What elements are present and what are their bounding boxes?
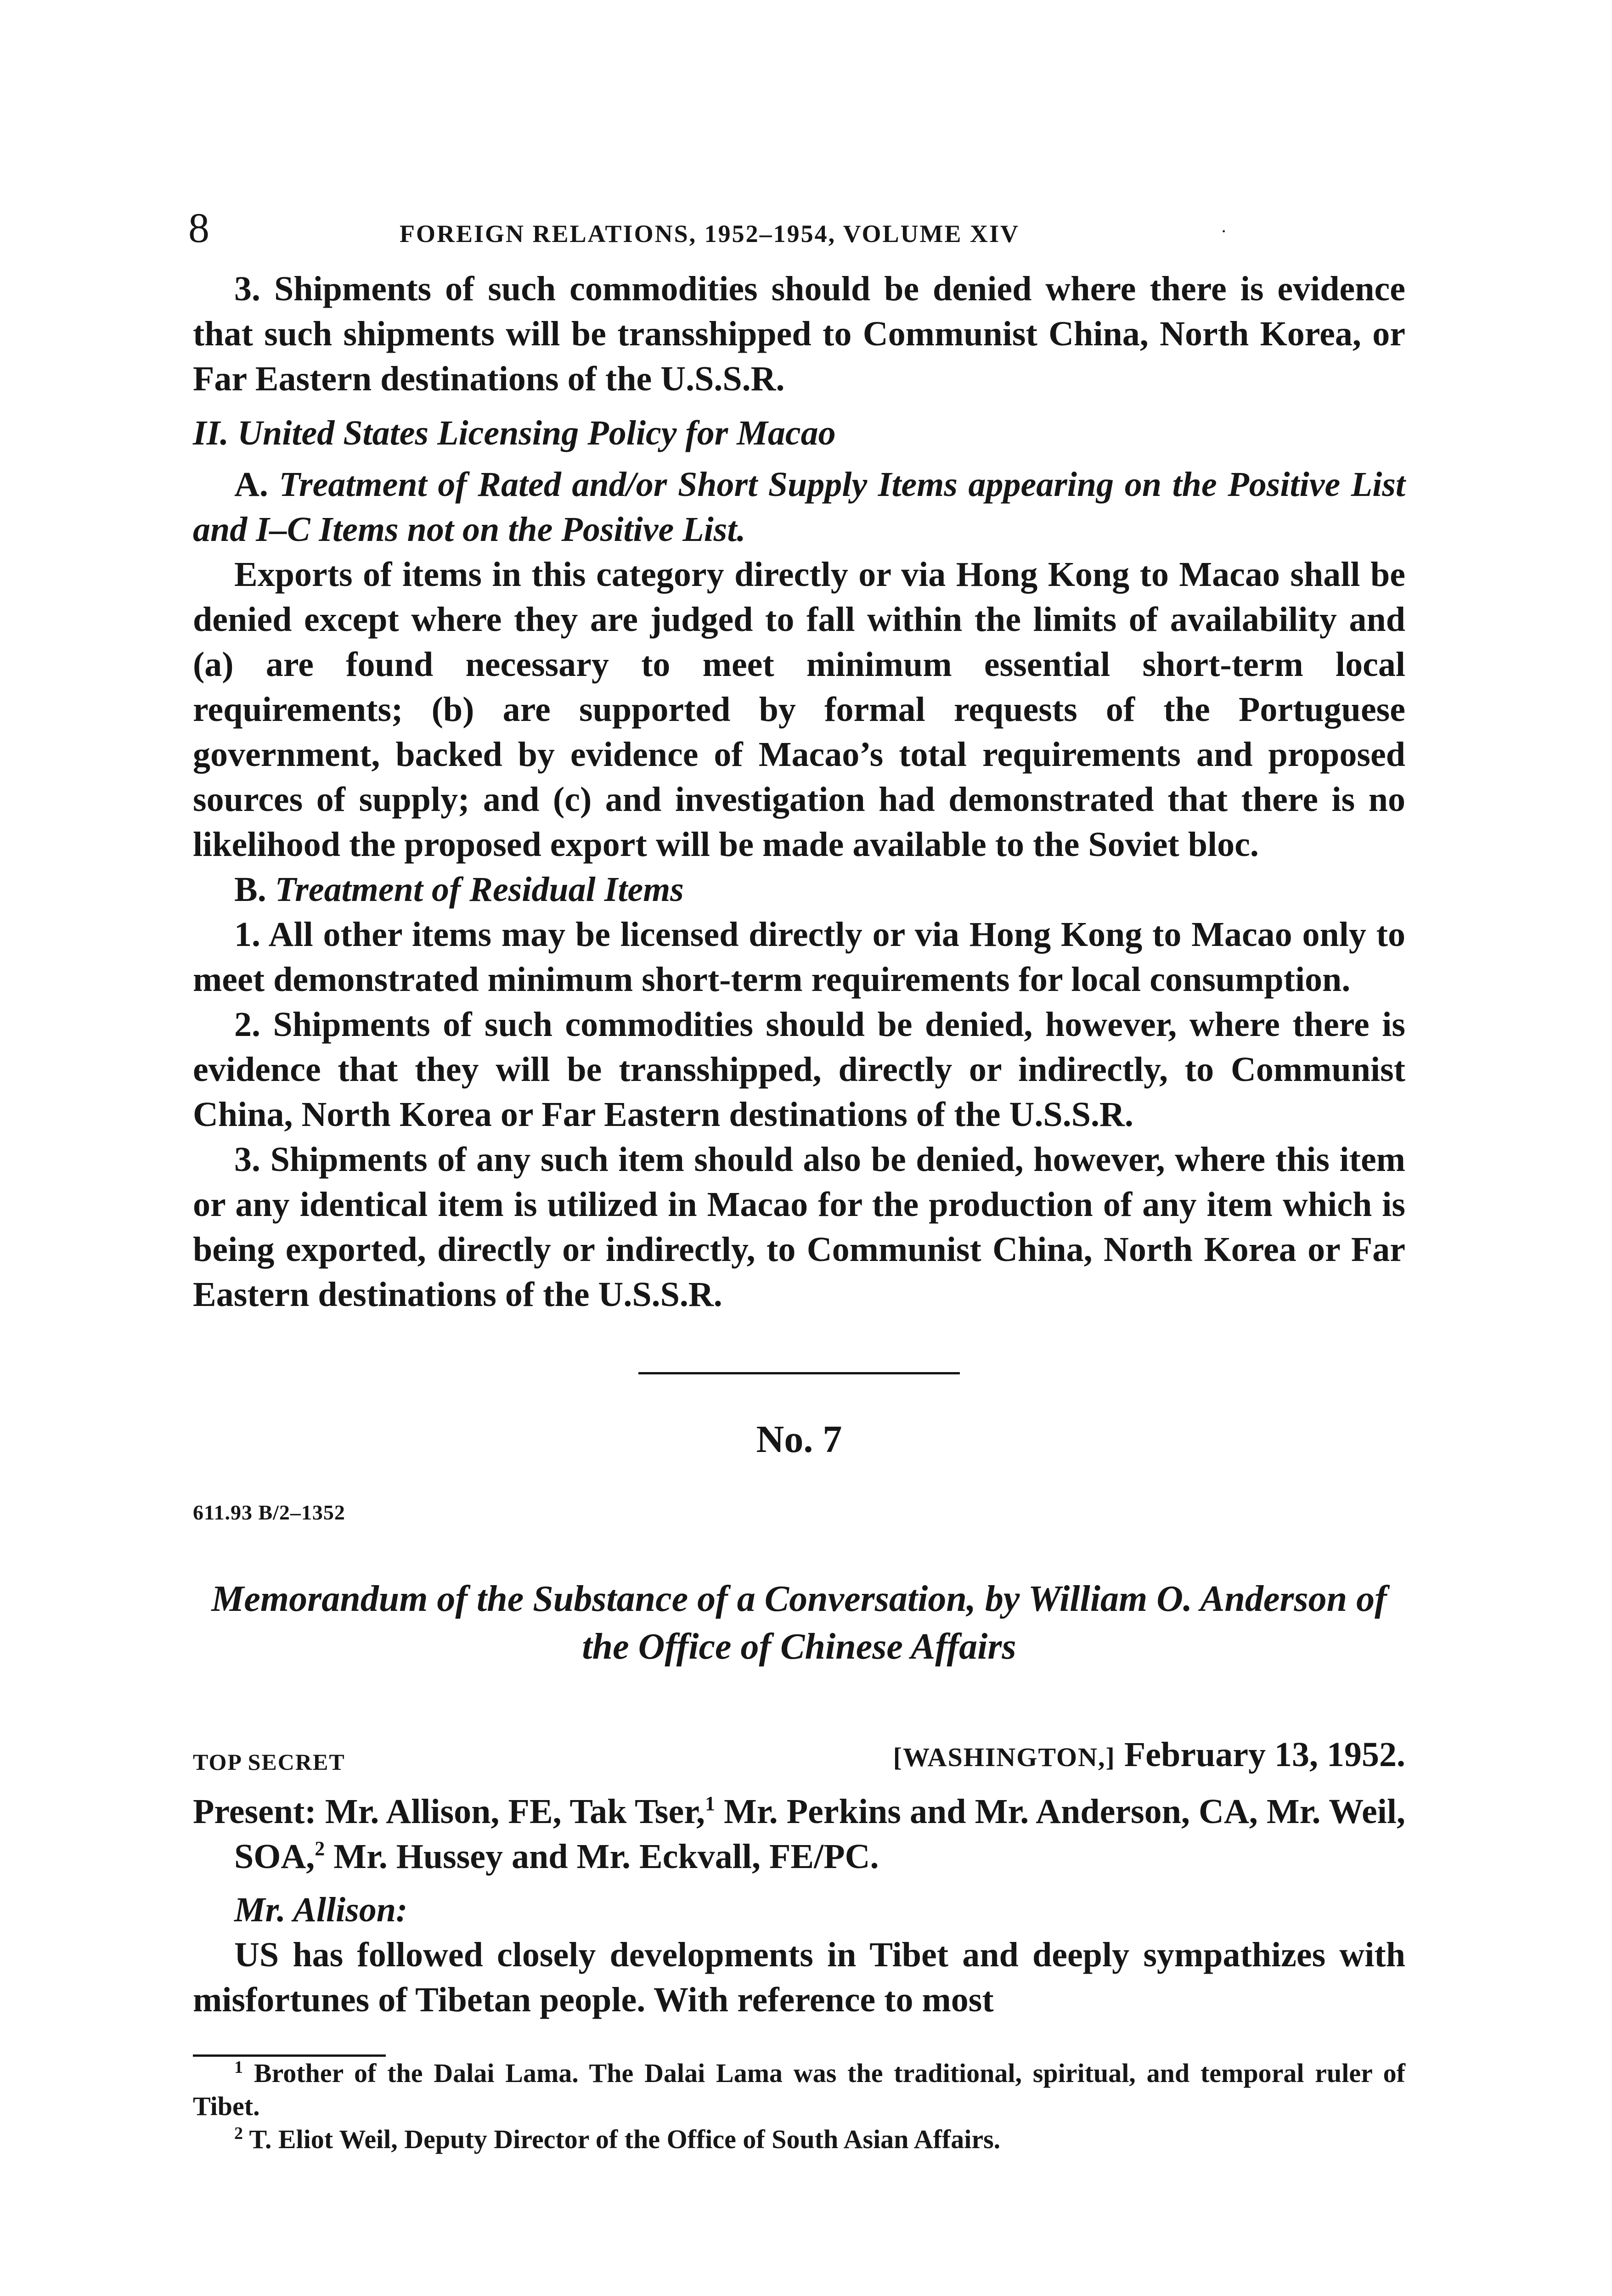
subheading-a-prefix: A. (234, 465, 279, 504)
subheading-b (193, 867, 1405, 912)
footnote-2-mark: 2 (234, 2124, 243, 2143)
footnote-1-text: Brother of the Dalai Lama. The Dalai Lama was the traditional, spiritual, and temporal ruler of Tibet. (193, 2058, 1405, 2121)
paragraph-3: 3. Shipments of such commodities should be denied where there is evidence that such shipments will be transshipped to Communist China, North Korea, or Far Eastern destinations of the U.S.S.R. (193, 270, 1405, 398)
dateline-date: February 13, 1952. (1115, 1735, 1405, 1774)
paragraph-b2: 2. Shipments of such commodities should be denied, however, where there is evidence that they will be transshipped, directly or indirectly, to Communist China, North Korea or Far Eastern destinations of the U.S.S.R. (193, 1005, 1405, 1134)
header-dot: · (1221, 221, 1227, 242)
footnote-2-text: T. Eliot Weil, Deputy Director of the Office of South Asian Affairs. (243, 2124, 1001, 2154)
paragraph-a: Exports of items in this category directly or via Hong Kong to Macao shall be denied except where they are judged to fall within the limits of availability and (a) are found necessary to meet minimum essential short-term local requirements; (b) are supported by formal requests of the Portuguese government, backed by evidence of Macao’s total requirements and proposed sources of supply; and (c) and investigation had demonstrated that there is no likelihood the proposed export will be made available to the Soviet bloc. (193, 555, 1405, 864)
dateline (893, 1735, 1405, 1775)
subheading-a (193, 462, 1405, 552)
subheading-b-prefix: B. (234, 870, 275, 909)
document-number: No. 7 (756, 1418, 842, 1461)
footnote-1-mark: 1 (234, 2058, 243, 2077)
page-number: 8 (188, 204, 209, 251)
dateline-place: [WASHINGTON,] (893, 1742, 1116, 1772)
file-reference: 611.93 B/2–1352 (193, 1501, 345, 1524)
classification-row (193, 1735, 1405, 1785)
footnote-ref-1[interactable]: 1 (705, 1792, 715, 1815)
paragraph-b1: 1. All other items may be licensed directly or via Hong Kong to Macao only to meet demonstrated minimum short-term requirements for local consumption. (193, 915, 1405, 999)
page-header (188, 204, 1405, 271)
paragraph-b3: 3. Shipments of any such item should also be denied, however, where this item or any identical item is utilized in Macao for the production of any item which is being exported, directly or indirectly, to Communist China, North Korea or Far Eastern destinations of the U.S.S.R. (193, 1140, 1405, 1314)
present-part-3: Mr. Hussey and Mr. Eckvall, FE/PC. (325, 1837, 879, 1876)
speech-paragraph: US has followed closely developments in Tibet and deeply sympathizes with misfortunes of Tibetan people. With reference to most (193, 1936, 1405, 2019)
footnote-ref-2[interactable]: 2 (315, 1837, 325, 1860)
document-page (188, 204, 1406, 2156)
subheading-a-title: Treatment of Rated and/or Short Supply Items appearing on the Positive List and I–C Items not on the Positive List. (193, 465, 1406, 549)
subheading-b-title: Treatment of Residual Items (275, 870, 684, 909)
present-part-2: Mr. Perkins and Mr. Anderson, CA, Mr. Weil, SOA, (234, 1792, 1405, 1876)
document-title: Memorandum of the Substance of a Conversation, by William O. Anderson of the Office of Chinese Affairs (211, 1579, 1387, 1667)
present-list (193, 1789, 1405, 1879)
classification-label: TOP SECRET (193, 1749, 345, 1775)
present-part-1: Present: Mr. Allison, FE, Tak Tser, (193, 1792, 705, 1831)
footnote-2 (193, 2123, 1405, 2156)
running-head: FOREIGN RELATIONS, 1952–1954, VOLUME XIV (400, 220, 1020, 248)
footnote-1 (193, 2057, 1405, 2123)
section-divider (638, 1372, 960, 1374)
section-heading-macao: II. United States Licensing Policy for Macao (193, 414, 836, 452)
speaker-label: Mr. Allison: (234, 1891, 408, 1929)
